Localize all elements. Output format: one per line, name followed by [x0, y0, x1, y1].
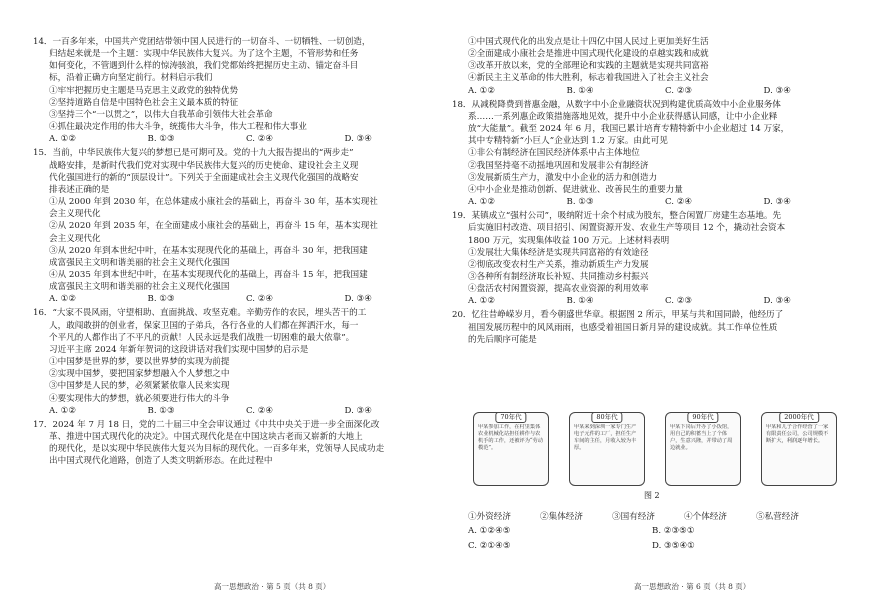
q15-item: ②从 2020 年到 2035 年，在全面建成小康社会的基础上，再奋斗 15 年，基本实现社: [49, 221, 378, 232]
q18-stem-line: 系……一系列惠企政策措施落地见效，提升中小企业获得感认同感，让中小企业释: [468, 111, 778, 122]
q14-stem-line: 如何变化，不管遇到什么样的惊涛骇浪，我们党都始终把握历史主动、锚定奋斗目: [49, 61, 359, 72]
q18-stem-line: 18．从减税降费到普惠金融，从数字中小企业融资状况到构建优质高效中小企业服务体: [452, 99, 781, 110]
card-1980s: [569, 412, 645, 486]
question-18: [452, 99, 862, 208]
q19-item: ①发展壮大集体经济是实现共同富裕的有效途径: [468, 247, 649, 258]
q20-choice-2: ②集体经济: [540, 512, 583, 522]
q17-item: ②全面建成小康社会是推进中国式现代化建设的卓越实践和成就: [468, 49, 709, 60]
q17-stem-line: 的现代化，是以实现中华民族伟大复兴为目标的现代化。一百多年来，党领导人民成功走: [49, 444, 385, 455]
q17-options: [452, 85, 862, 97]
question-16: [33, 307, 443, 416]
q20-stem-line: 的先后顺序可能是: [468, 334, 537, 345]
card-text: 甲某参加工作，在村里集体农业机械化站担任耕作与农机手的工作，还被评为“劳动模范”。: [478, 424, 543, 451]
q17-stem-line: 革、推进中国式现代化的决定》。中国式现代化是在中国这块古老而又崭新的大地上: [49, 432, 363, 442]
q15-stem-line: 15．当前，中华民族伟大复兴的梦想已是可期可及。党的十九大报告提出的“两步走”: [33, 148, 354, 159]
figure-caption: 图 2: [644, 491, 660, 500]
q18-item: ④中小企业是推动创新、促进就业、改善民生的重要力量: [468, 184, 683, 195]
q19-stem-line: 后实施旧村改造、项目招引、闲置资源开发、农业生产等项目 12 个，撬动社会资本: [468, 223, 786, 234]
q18-item: ②我国坚持毫不动摇地巩固和发展非公有制经济: [468, 160, 649, 171]
page-footer-left: 高一思想政治 · 第 5 页（共 8 页）: [214, 582, 331, 591]
q19-options: [452, 295, 862, 307]
q17-item: ①中国式现代化的出发点是让十四亿中国人民过上更加美好生活: [468, 37, 709, 47]
question-17-continued: [452, 36, 862, 97]
q19-item: ④盘活农村闲置资源，提高农业资源的利用效率: [468, 284, 649, 295]
q20-choice-4: ④个体经济: [684, 512, 727, 522]
q17-stem-line: 出中国式现代化道路，创造了人类文明新形态。在此过程中: [49, 456, 273, 467]
q19-item: ②彻底改变农村生产关系，推动新质生产力发展: [468, 259, 649, 270]
q14-item: ②坚持道路自信是中国特色社会主义最本质的特征: [49, 97, 239, 108]
question-19: [452, 210, 862, 307]
question-20: [452, 309, 862, 345]
q14-option-d[interactable]: D. ③④: [344, 134, 372, 145]
q16-item: ①中国梦是世界的梦，要以世界梦的实现为前提: [49, 357, 230, 368]
q16-stem-line: 16．“大家不畏风雨，守望相助、直面挑战、攻坚克难。辛勤劳作的农民，埋头苦干的工: [33, 308, 367, 319]
q19-item: ③各种所有制经济取长补短、共同推动乡村振兴: [468, 271, 649, 282]
card-text: 甲某来到深圳一家专门生产电子元件的工厂，担任生产车间的主任，月收入较为丰厚。: [574, 424, 637, 451]
q16-stem-line: 习近平主席 2024 年新年贺词的这段讲话对我们实现中国梦的启示是: [49, 344, 309, 355]
q18-option-c[interactable]: C. ②④: [665, 197, 693, 208]
q15-option-b[interactable]: B. ①③: [147, 294, 175, 305]
q20-choice-1: ①外资经济: [468, 512, 511, 522]
q16-item: ③中国梦是人民的梦，必须紧紧依靠人民来实现: [49, 381, 230, 392]
q17-option-c[interactable]: C. ②③: [665, 85, 693, 96]
card-badge: 80年代: [591, 412, 622, 423]
q20-choice-5: ⑤私营经济: [756, 512, 799, 522]
q17-stem-line: 17．2024 年 7 月 18 日，党的二十届三中全会审议通过《中共中央关于进一步全面深化改: [33, 419, 380, 430]
q14-option-b[interactable]: B. ①③: [147, 134, 175, 145]
card-badge: 2000年代: [779, 412, 819, 423]
q20-option-c[interactable]: C. ②①④⑤: [468, 541, 511, 551]
q14-option-a[interactable]: A. ①②: [49, 134, 77, 145]
q14-options: [33, 133, 443, 145]
q17-item: ③改革开放以来，党的全部理论和实践的主题就是实现共同富裕: [468, 61, 709, 72]
question-15: [33, 147, 443, 305]
q15-stem-line: 战略安排，是新时代我们党对实现中华民族伟大复兴的历史使命、建设社会主义现: [49, 160, 359, 171]
q20-option-d[interactable]: D. ③⑤④①: [652, 541, 695, 551]
q17-option-a[interactable]: A. ①②: [468, 85, 496, 96]
q16-option-c[interactable]: C. ②④: [246, 405, 274, 416]
q14-stem-line: 标，沿着正确方向坚定前行。材料启示我们: [49, 73, 213, 84]
q15-option-d[interactable]: D. ③④: [344, 294, 372, 305]
q16-options: [33, 405, 443, 417]
q15-stem-line: 排表述正确的是: [49, 184, 110, 195]
q18-option-b[interactable]: B. ①③: [566, 197, 594, 208]
q19-option-a[interactable]: A. ①②: [468, 296, 496, 307]
q14-stem-line: 14．一百多年来，中国共产党团结带领中国人民进行的一切奋斗、一切牺牲、一切创造，: [33, 37, 371, 47]
q18-stem-line: 其中专精特新“小巨人”企业达到 1.2 万家。由此可见: [468, 136, 668, 147]
q20-stem-line: 祖国发展历程中的风风雨雨，也感受着祖国日新月异的建设成就。其工作单位性质: [468, 322, 778, 333]
q19-stem-line: 1800 万元，实现集体收益 100 万元。上述材料表明: [468, 235, 670, 246]
q14-item: ③坚持三个“一以贯之”，以伟大自我革命引领伟大社会革命: [49, 109, 273, 120]
q16-item: ②实现中国梦，要把国家梦想融入个人梦想之中: [49, 369, 230, 380]
figure-2: [465, 412, 855, 490]
right-column: [452, 36, 862, 346]
q17-option-b[interactable]: B. ①④: [566, 85, 594, 96]
q16-stem-line: 人，敢闯敢拼的创业者，保家卫国的子弟兵，各行各业的人们都在挥洒汗水，每一: [49, 320, 359, 331]
q17-option-d[interactable]: D. ③④: [763, 85, 791, 96]
q16-option-b[interactable]: B. ①③: [147, 405, 175, 416]
q18-option-d[interactable]: D. ③④: [763, 197, 791, 208]
q19-option-d[interactable]: D. ③④: [763, 296, 791, 307]
q18-item: ①非公有制经济在国民经济体系中占主体地位: [468, 148, 640, 159]
q16-item: ④要实现伟大的梦想，就必须要进行伟大的斗争: [49, 393, 230, 404]
q15-item: 会主义现代化: [49, 233, 101, 244]
q18-stem-line: 放“大能量”。截至 2024 年 6 月，我国已累计培育专精特新中小企业超过 14 万家，: [468, 124, 790, 135]
q16-option-d[interactable]: D. ③④: [344, 405, 372, 416]
q19-stem-line: 19．某镇成立“强村公司”，吸纳附近十余个村成为股东，整合闲置厂房建生态基地。先: [452, 211, 782, 222]
q16-option-a[interactable]: A. ①②: [49, 405, 77, 416]
q14-option-c[interactable]: C. ②④: [246, 134, 274, 145]
card-badge: 90年代: [687, 412, 718, 423]
q15-item: 成富强民主文明和谐美丽的社会主义现代化强国: [49, 257, 230, 268]
q17-item: ④新民主主义革命的伟大胜利，标志着我国进入了社会主义社会: [468, 73, 709, 84]
q18-options: [452, 196, 862, 208]
q20-stem-line: 20．忆往昔峥嵘岁月，看今朝盛世华章。根据图 2 所示，甲某与共和国同龄，他经历了: [452, 310, 784, 321]
q15-item: ①从 2000 年到 2030 年，在总体建成小康社会的基础上，再奋斗 30 年，基本实现社: [49, 197, 378, 208]
question-17: [33, 419, 443, 468]
q15-item: ③从 2020 年到本世纪中叶，在基本实现现代化的基础上，再奋斗 30 年，把我国建: [49, 245, 368, 256]
q15-options: [33, 293, 443, 305]
card-1990s: [665, 412, 741, 486]
q20-option-a[interactable]: A. ①②④⑤: [468, 526, 511, 536]
q14-stem-line: 归结起来就是一个主题：实现中华民族伟大复兴。为了这个主题，不管形势和任务: [49, 49, 359, 60]
q16-stem-line: 个平凡的人都作出了不平凡的贡献！人民永远是我们战胜一切困难的最大依靠”。: [49, 332, 355, 343]
q18-item: ③发展新质生产力，激发中小企业的活力和创造力: [468, 172, 658, 183]
q15-item: ④从 2035 年到本世纪中叶，在基本实现现代化的基础上，再奋斗 15 年，把我国建: [49, 269, 368, 280]
q14-item: ④抓住最决定作用的伟大斗争，统揽伟大斗争，伟大工程和伟大事业: [49, 122, 307, 133]
q14-item: ①牢牢把握历史主题是马克思主义政党的独特优势: [49, 85, 239, 96]
q20-choice-3: ③国有经济: [612, 512, 655, 522]
card-badge: 70年代: [495, 412, 526, 423]
left-column: [33, 36, 443, 467]
q15-item: 会主义现代化: [49, 209, 101, 220]
q15-item: 成富强民主文明和谐美丽的社会主义现代化强国: [49, 282, 230, 293]
question-14: [33, 36, 443, 145]
q19-option-b[interactable]: B. ①④: [566, 296, 594, 307]
card-text: 甲某下岗后开办了小饭馆，用自己的积蓄当上了个体户，生意兴隆，并带动了周边就业。: [670, 424, 733, 451]
card-2000s: [761, 412, 837, 486]
q15-stem-line: 代化强国进行的新的“顶层设计”。下列关于全面建成社会主义现代化强国的战略安: [49, 172, 359, 183]
q20-option-b[interactable]: B. ②③⑤①: [652, 526, 695, 536]
q15-option-c[interactable]: C. ②④: [246, 294, 274, 305]
q19-option-c[interactable]: C. ②③: [665, 296, 693, 307]
q15-option-a[interactable]: A. ①②: [49, 294, 77, 305]
card-1970s: [473, 412, 549, 486]
q18-option-a[interactable]: A. ①②: [468, 197, 496, 208]
card-text: 甲某和儿子合作经营了一家有限责任公司，公司规模不断扩大，利润逐年增长。: [766, 424, 829, 444]
page-footer-right: 高一思想政治 · 第 6 页（共 8 页）: [634, 582, 751, 591]
